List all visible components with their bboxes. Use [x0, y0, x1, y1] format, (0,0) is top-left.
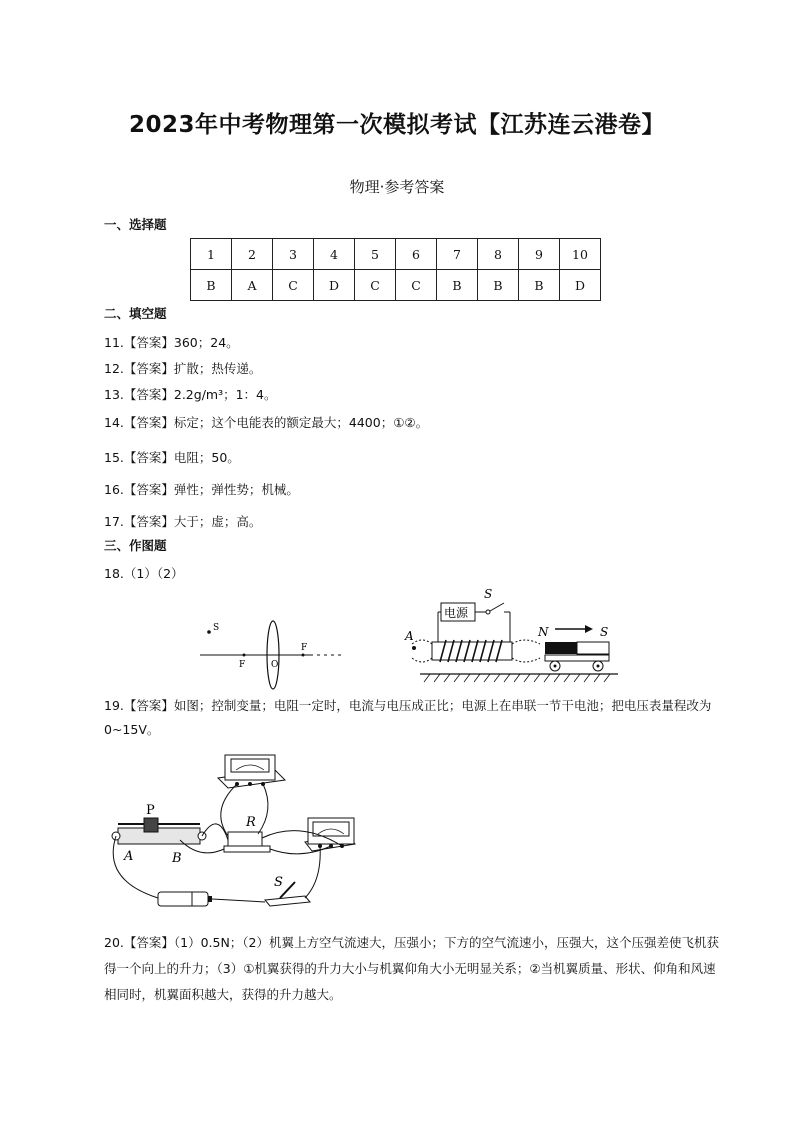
answer-16: 16.【答案】弹性；弹性势；机械。 — [104, 482, 299, 497]
table-cell: B — [191, 270, 232, 301]
table-cell: C — [396, 270, 437, 301]
answer-17: 17.【答案】大于；虚；高。 — [104, 514, 262, 529]
section-fill-heading: 二、填空题 — [104, 306, 167, 321]
rheostat — [118, 828, 200, 844]
table-cell: D — [314, 270, 355, 301]
answer-table — [190, 238, 601, 301]
power-label: 电源 — [444, 606, 469, 620]
slider-label: P — [146, 803, 155, 818]
table-cell: C — [355, 270, 396, 301]
table-cell: 6 — [396, 239, 437, 270]
table-cell: 10 — [560, 239, 601, 270]
cart-body — [545, 655, 609, 661]
switch-label: S — [274, 875, 283, 890]
rheostat-slider[interactable] — [144, 818, 158, 832]
section-drawing-heading: 三、作图题 — [104, 538, 167, 553]
switch-base — [265, 896, 310, 906]
point-s — [207, 630, 211, 634]
answer-14: 14.【答案】标定；这个电能表的额定最大；4400；①②。 — [104, 415, 429, 430]
table-cell: A — [232, 270, 273, 301]
answer-20: 20.【答案】（1）0.5N；（2）机翼上方空气流速大，压强小；下方的空气流速小，压强大，这个压强差使飞机获得一个向上的升力；（3）①机翼获得的升力大小与机翼仰角大小无明显关系；②当机翼质量、形状、仰角和风速相同时，机翼面积越大，获得的升力越大。 — [104, 935, 720, 1002]
label-a: A — [405, 629, 414, 643]
label-optical-center: O — [271, 660, 279, 670]
table-cell: B — [478, 270, 519, 301]
table-cell: 2 — [232, 239, 273, 270]
answer-18-label: 18.（1）（2） — [104, 566, 184, 581]
terminal-b-label: B — [172, 851, 182, 866]
answer-19: 19.【答案】如图；控制变量；电阻一定时，电流与电压成正比；电源上在串联一节干电池；把电压表量程改为0~15V。 — [104, 698, 712, 737]
magnet-south — [577, 642, 609, 654]
table-cell: 9 — [519, 239, 560, 270]
magnet-north — [545, 642, 577, 654]
table-cell: C — [273, 270, 314, 301]
table-cell: 3 — [273, 239, 314, 270]
label-s-magnet: S — [600, 625, 609, 639]
circuit-diagram — [100, 750, 360, 912]
page-subtitle: 物理·参考答案 — [349, 178, 445, 196]
table-row-answers — [191, 270, 601, 301]
resistor — [228, 832, 262, 846]
section-choice-heading: 一、选择题 — [104, 217, 167, 232]
label-s: S — [213, 623, 220, 633]
label-focus-left: F — [239, 660, 246, 670]
lens-diagram — [195, 610, 350, 690]
table-cell: 1 — [191, 239, 232, 270]
answer-11: 11.【答案】360；24。 — [104, 335, 239, 350]
label-focus-right: F — [301, 643, 308, 653]
resistor-label: R — [246, 815, 256, 830]
battery — [158, 892, 208, 906]
switch-lever — [490, 603, 504, 611]
switch-label: S — [484, 587, 493, 601]
label-n: N — [538, 625, 549, 639]
table-cell: 7 — [437, 239, 478, 270]
answer-12: 12.【答案】扩散；热传递。 — [104, 361, 262, 376]
table-cell: 4 — [314, 239, 355, 270]
table-cell: B — [437, 270, 478, 301]
electromagnet-diagram — [400, 584, 620, 690]
table-cell: D — [560, 270, 601, 301]
table-cell: 5 — [355, 239, 396, 270]
answer-15: 15.【答案】电阻；50。 — [104, 450, 240, 465]
table-cell: 8 — [478, 239, 519, 270]
terminal-a-label: A — [124, 849, 134, 864]
table-row-numbers — [191, 239, 601, 270]
table-cell: B — [519, 270, 560, 301]
page-title: 2023年中考物理第一次模拟考试【江苏连云港卷】 — [128, 112, 665, 138]
answer-13: 13.【答案】2.2g/m³；1：4。 — [104, 387, 277, 402]
